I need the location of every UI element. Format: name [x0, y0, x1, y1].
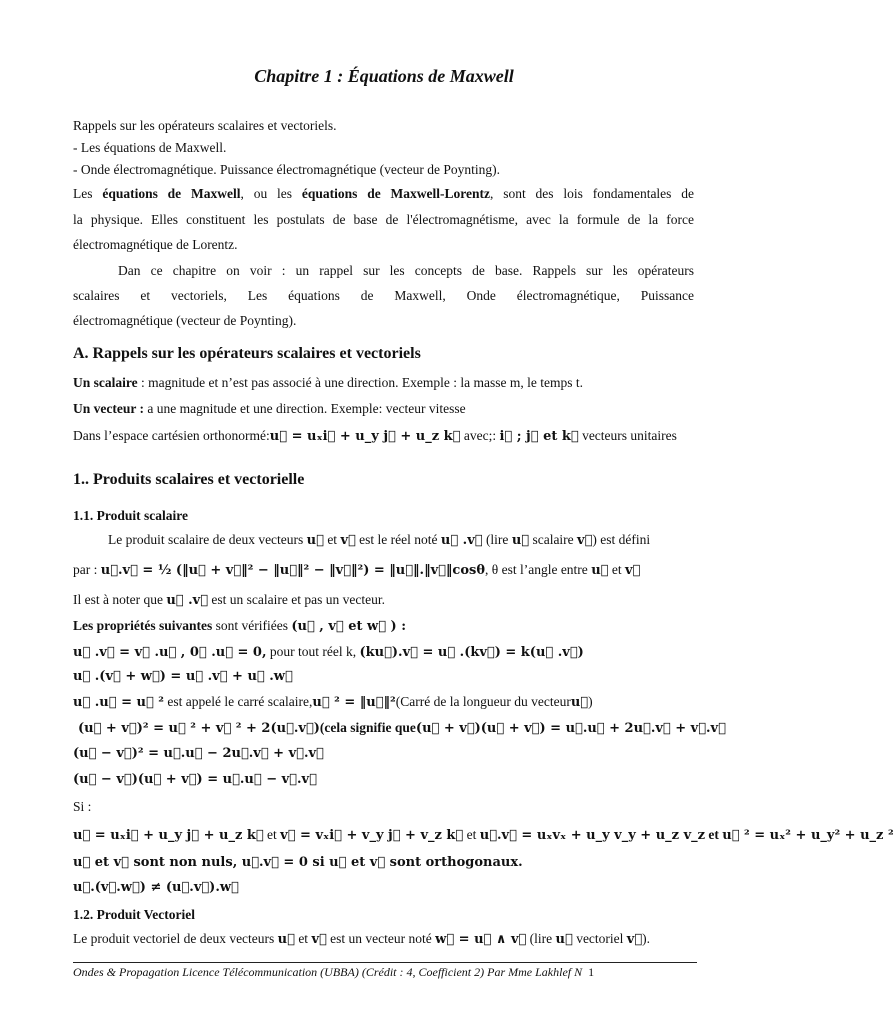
intro-paragraph-2-line-1: Dan ce chapitre on voir : un rappel sur les concepts de base. Rappels sur les opérateurs [118, 263, 694, 278]
intro-paragraph-1-line-1: Les équations de Maxwell, ou les équations de Maxwell-Lorentz, sont des lois fondamentales de [73, 186, 694, 201]
property-difference-product: (u⃗ − v⃗)(u⃗ + v⃗) = u⃗.u⃗ − v⃗.v⃗ [73, 772, 317, 787]
vector-decomposition: u⃗ = uₓi⃗ + u_y j⃗ + u_z k⃗ [269, 429, 461, 444]
intro-paragraph-1-line-2: la physique. Elles constituent les postulats de base de l'électromagnétisme, avec la formule de la force [73, 212, 694, 227]
unit-vectors: i⃗ ; j⃗ et k⃗ [499, 429, 579, 444]
scalar-product-definition: Le produit scalaire de deux vecteurs u⃗ et v⃗ est le réel noté u⃗ .v⃗ (lire u⃗ scalaire v⃗) est défini [108, 532, 651, 548]
page-number: 1 [588, 965, 595, 979]
intro-paragraph-1-line-3: électromagnétique de Lorentz. [73, 237, 238, 252]
section-a-heading: A. Rappels sur les opérateurs scalaires et vectoriels [73, 345, 421, 362]
non-associativity: u⃗.(v⃗.w⃗) ≠ (u⃗.v⃗).w⃗ [73, 880, 239, 895]
section-1-heading: 1.. Produits scalaires et vectorielle [73, 471, 305, 488]
scalar-product-formula: par : u⃗.v⃗ = ½ (‖u⃗ + v⃗‖² − ‖u⃗‖² − ‖v⃗‖²) = ‖u⃗‖.‖v⃗‖cosθ, θ est l’angle entre u⃗ et v⃗ [73, 562, 641, 578]
page-footer [73, 965, 594, 980]
vector-definition: Un vecteur : a une magnitude et une direction. Exemple: vecteur vitesse [73, 401, 466, 416]
scalar-product-equation: u⃗.v⃗ = ½ (‖u⃗ + v⃗‖² − ‖u⃗‖² − ‖v⃗‖²) = ‖u⃗‖.‖v⃗‖cosθ [100, 563, 485, 578]
intro-line-2: - Les équations de Maxwell. [73, 140, 227, 155]
property-sum-square: (u⃗ + v⃗)² = u⃗ ² + v⃗ ² + 2(u⃗.v⃗)(cela signifie que(u⃗ + v⃗)(u⃗ + v⃗) = u⃗.u⃗ + 2u⃗.v⃗ + v⃗.v⃗ [78, 720, 726, 736]
intro-paragraph-2-line-2: scalaires et vectoriels, Les équations de Maxwell, Onde électromagnétique, Puissance [73, 288, 694, 303]
chapter-title: Chapitre 1 : Équations de Maxwell [254, 66, 514, 86]
term-maxwell: équations de Maxwell [102, 186, 241, 201]
subsection-1-1-heading: 1.1. Produit scalaire [73, 508, 188, 523]
scalar-note: Il est à noter que u⃗ .v⃗ est un scalaire et pas un vecteur. [73, 592, 385, 608]
property-distributivity: u⃗ .(v⃗ + w⃗) = u⃗ .v⃗ + u⃗ .w⃗ [73, 669, 293, 684]
subsection-1-2-heading: 1.2. Produit Vectoriel [73, 907, 195, 922]
intro-line-3: - Onde électromagnétique. Puissance électromagnétique (vecteur de Poynting). [73, 162, 500, 177]
cartesian-space-line: Dans l’espace cartésien orthonormé:u⃗ = uₓi⃗ + u_y j⃗ + u_z k⃗ avec;: i⃗ ; j⃗ et k⃗ vecteurs unitaires [73, 428, 677, 444]
component-expression: u⃗ = uₓi⃗ + u_y j⃗ + u_z k⃗ et v⃗ = vₓi⃗ + v_y j⃗ + v_z k⃗ et u⃗.v⃗ = uₓvₓ + u_y v_y + u_z v_z et u⃗ ² = uₓ² + u_y² + u_z ² [73, 827, 894, 843]
properties-intro: Les propriétés suivantes sont vérifiées (u⃗ , v⃗ et w⃗ ) : [73, 618, 407, 634]
intro-line-1: Rappels sur les opérateurs scalaires et vectoriels. [73, 118, 337, 133]
term-maxwell-lorentz: équations de Maxwell-Lorentz [301, 186, 491, 201]
footer-divider [73, 962, 697, 963]
intro-paragraph-2-line-3: électromagnétique (vecteur de Poynting). [73, 313, 297, 328]
property-commutativity: u⃗ .v⃗ = v⃗ .u⃗ , 0⃗ .u⃗ = 0, pour tout réel k, (ku⃗).v⃗ = u⃗ .(kv⃗) = k(u⃗ .v⃗) [73, 644, 584, 660]
orthogonality-condition: u⃗ et v⃗ sont non nuls, u⃗.v⃗ = 0 si u⃗ et v⃗ sont orthogonaux. [73, 855, 523, 870]
property-difference-square: (u⃗ − v⃗)² = u⃗.u⃗ − 2u⃗.v⃗ + v⃗.v⃗ [73, 746, 324, 761]
footer-text: Ondes & Propagation Licence Télécommunication (UBBA) (Crédit : 4, Coefficient 2) Par Mme Lakhlef N [73, 965, 583, 979]
scalar-definition: Un scalaire : magnitude et n’est pas associé à une direction. Exemple : la masse m, le temps t. [73, 375, 583, 390]
si-label: Si : [73, 799, 92, 814]
vector-product-definition: Le produit vectoriel de deux vecteurs u⃗ et v⃗ est un vecteur noté w⃗ = u⃗ ∧ v⃗ (lire u⃗ vectoriel v⃗). [73, 931, 651, 947]
property-scalar-square: u⃗ .u⃗ = u⃗ ² est appelé le carré scalaire,u⃗ ² = ‖u⃗‖²(Carré de la longueur du vecteuru⃗) [73, 694, 593, 710]
